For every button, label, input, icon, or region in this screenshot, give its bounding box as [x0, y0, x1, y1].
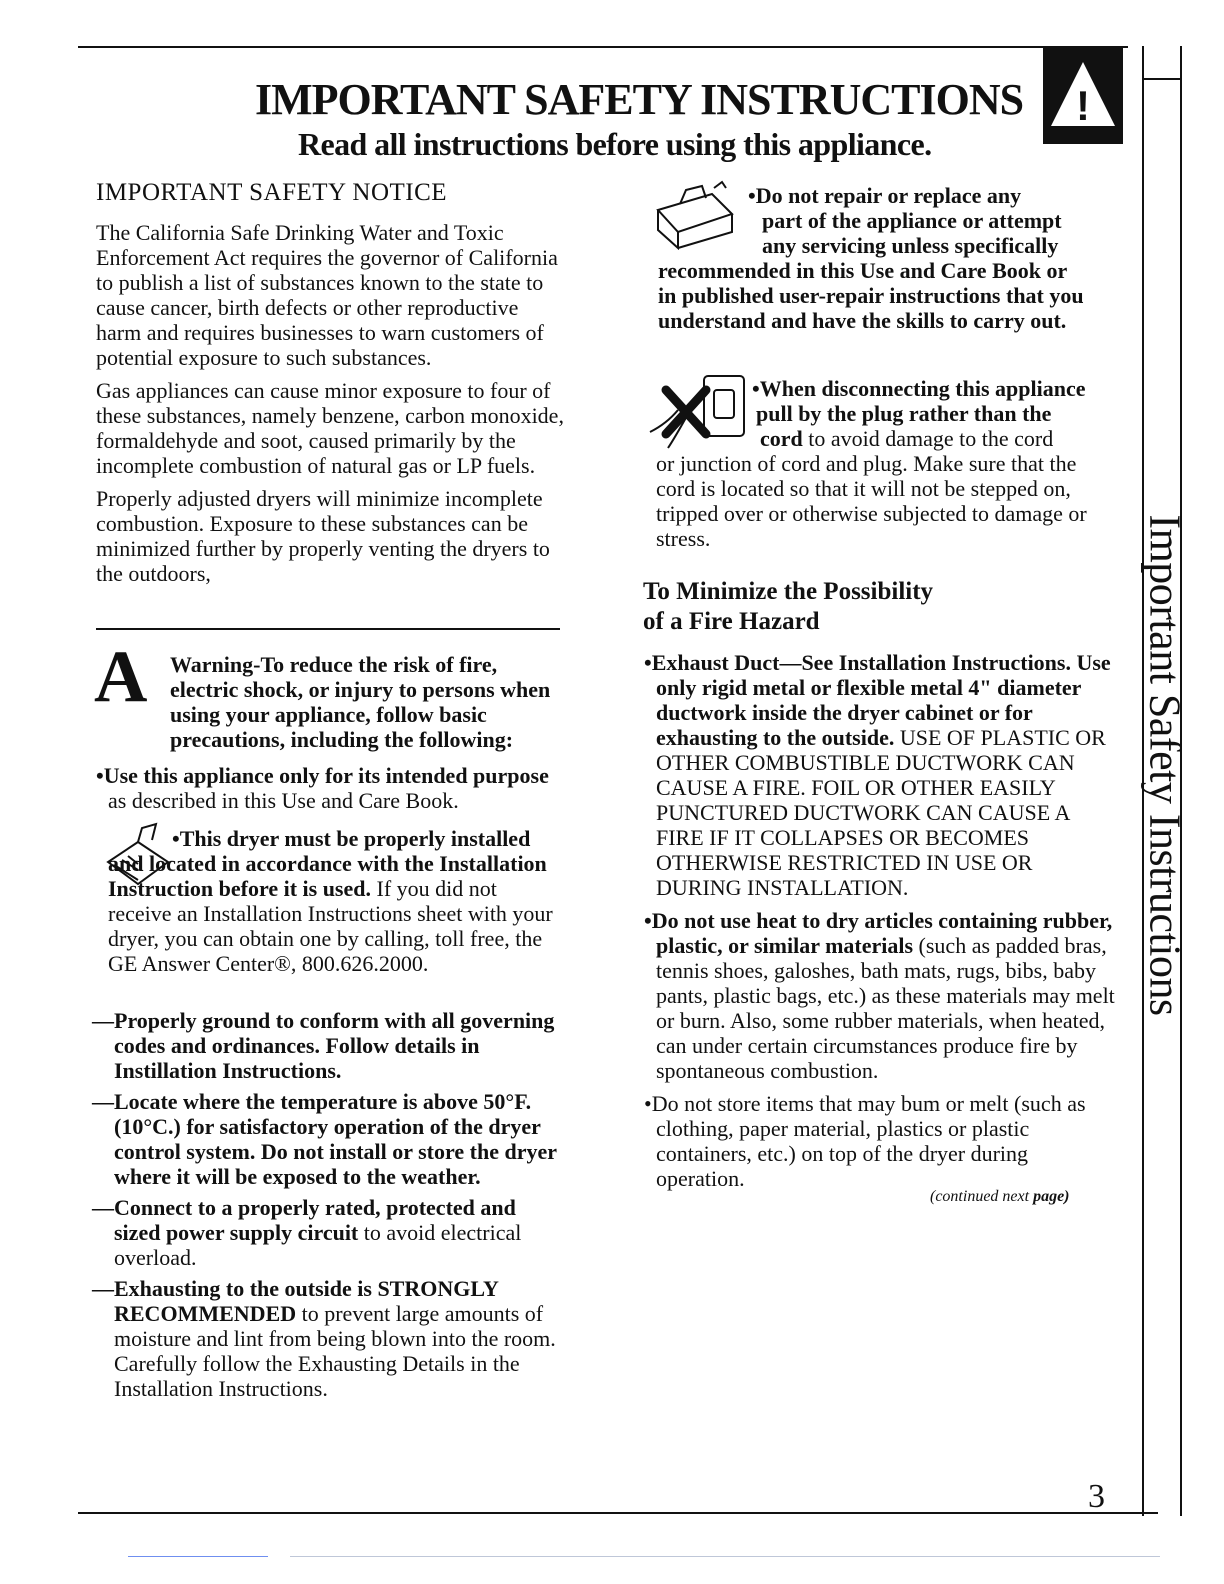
scan-line	[128, 1556, 268, 1557]
repair-line-3: any servicing unless specifically	[762, 233, 1059, 258]
bullet-exhaust-duct: •Exhaust Duct—See Installation Instructions. Use only rigid metal or flexible metal 4" diameter ductwork inside the dryer cabinet or for exhausting to the outside. USE OF PLASTIC OR OTHER COMBUSTIBLE DUCTWORK CAN CAUSE A FIRE. FOIL OR OTHER EASILY PUNCTURED DUCTWORK CAN CAUSE A FIRE IF IT COLLAPSES OR BECOMES OTHERWISE RESTRICTED IN USE OR DURING INSTALLATION.	[644, 650, 1111, 900]
page-title: IMPORTANT SAFETY INSTRUCTIONS	[255, 75, 1024, 124]
top-rule	[78, 46, 1128, 48]
bullet-intended-use: •Use this appliance only for its intended purpose as described in this Use and Care Book.	[96, 763, 549, 813]
dash-power-supply: —Connect to a properly rated, protected and sized power supply circuit to avoid electrical overload.	[92, 1195, 522, 1270]
badge-symbol: !	[1076, 82, 1090, 129]
bullet-no-store: •Do not store items that may bum or melt (such as clothing, paper material, plastics or plastic containers, etc.) on top of the dryer during operation.	[644, 1091, 1086, 1191]
bullet-installed: •This dryer must be properly installed and located in accordance with the Installation Instruction before it is used. If you did not receive an Installation Instructions sheet with your dryer, you can obtain one by calling, toll free, the GE Answer Center®, 800.626.2000.	[108, 826, 553, 976]
fire-heading-line-2: of a Fire Hazard	[643, 608, 820, 635]
left-dash-list	[92, 1008, 562, 1401]
repair-line-4: recommended in this Use and Care Book or	[658, 258, 1068, 283]
continued-note: (continued next page)	[930, 1188, 1070, 1205]
left-bullets	[86, 763, 562, 821]
bottom-rule	[78, 1512, 1158, 1514]
repair-line-6: understand and have the skills to carry out.	[658, 308, 1067, 333]
notice-paragraph-1: The California Safe Drinking Water and Toxic Enforcement Act requires the governor of California to publish a list of substances known to the state to cause cancer, birth defects or other reproductive harm and requires businesses to warn customers of potential exposure to such substances.	[96, 220, 558, 370]
repair-line-2: part of the appliance or attempt	[762, 208, 1062, 233]
notice-body	[96, 220, 564, 586]
unplug-line-2: pull by the plug rather than the	[756, 401, 1052, 426]
tab-top-rule	[1142, 78, 1182, 80]
page-number: 3	[1088, 1478, 1105, 1515]
dash-exhausting: —Exhausting to the outside is STRONGLY RECOMMENDED to prevent large amounts of moisture and lint from being blown into the room. Carefully follow the Exhausting Details in the Installation Instructions.	[92, 1276, 556, 1401]
toolbox-icon	[652, 180, 744, 250]
fire-bullets	[644, 650, 1116, 1191]
notice-paragraph-2: Gas appliances can cause minor exposure to four of these substances, namely benzene, carbon monoxide, formaldehyde and soot, caused primarily by the incomplete combustion of natural gas or LP fuels.	[96, 378, 564, 478]
page-subtitle: Read all instructions before using this appliance.	[298, 126, 932, 162]
unplug-line-1: •When disconnecting this appliance	[752, 376, 1086, 401]
notice-paragraph-3: Properly adjusted dryers will minimize incomplete combustion. Exposure to these substances can be minimized further by properly venting the dryers to the outdoors,	[96, 486, 550, 586]
repair-line-1: •Do not repair or replace any	[748, 183, 1022, 208]
side-tab	[1130, 480, 1200, 1050]
bullet-no-rubber: •Do not use heat to dry articles containing rubber, plastic, or similar materials (such as padded bras, tennis shoes, galoshes, bath mats, rugs, bibs, baby pants, plastic bags, etc.) as these materials may melt or burn. Also, some rubber materials, when heated, can under certain circumstances produce fire by spontaneous combustion.	[644, 908, 1115, 1083]
unplug-body: or junction of cord and plug. Make sure that the cord is located so that it will not be stepped on, tripped over or otherwise subjected to damage or stress.	[656, 451, 1087, 551]
section-divider	[96, 628, 560, 630]
warning-badge	[1043, 48, 1123, 144]
dash-ground: —Properly ground to conform with all governing codes and ordinances. Follow details in Instillation Instructions.	[92, 1008, 555, 1083]
warning-triangle-icon	[1043, 48, 1123, 144]
dash-temperature: —Locate where the temperature is above 50°F. (10°C.) for satisfactory operation of the dryer control system. Do not install or store the dryer where it will be exposed to the weather.	[92, 1089, 557, 1189]
side-tab-label: Important Safety Instructions	[1140, 514, 1190, 1016]
scan-line-long	[290, 1556, 1160, 1557]
warning-letter: A	[94, 636, 148, 718]
fire-heading-line-1: To Minimize the Possibility	[643, 578, 934, 605]
warning-text: Warning-To reduce the risk of fire, electric shock, or injury to persons when using your appliance, follow basic precautions, including the following:	[170, 652, 551, 752]
notice-heading: IMPORTANT SAFETY NOTICE	[96, 179, 448, 206]
unplug-icon	[648, 372, 752, 452]
repair-line-5: in published user-repair instructions that you	[658, 283, 1084, 308]
unplug-line-3: cord to avoid damage to the cord	[760, 426, 1054, 451]
